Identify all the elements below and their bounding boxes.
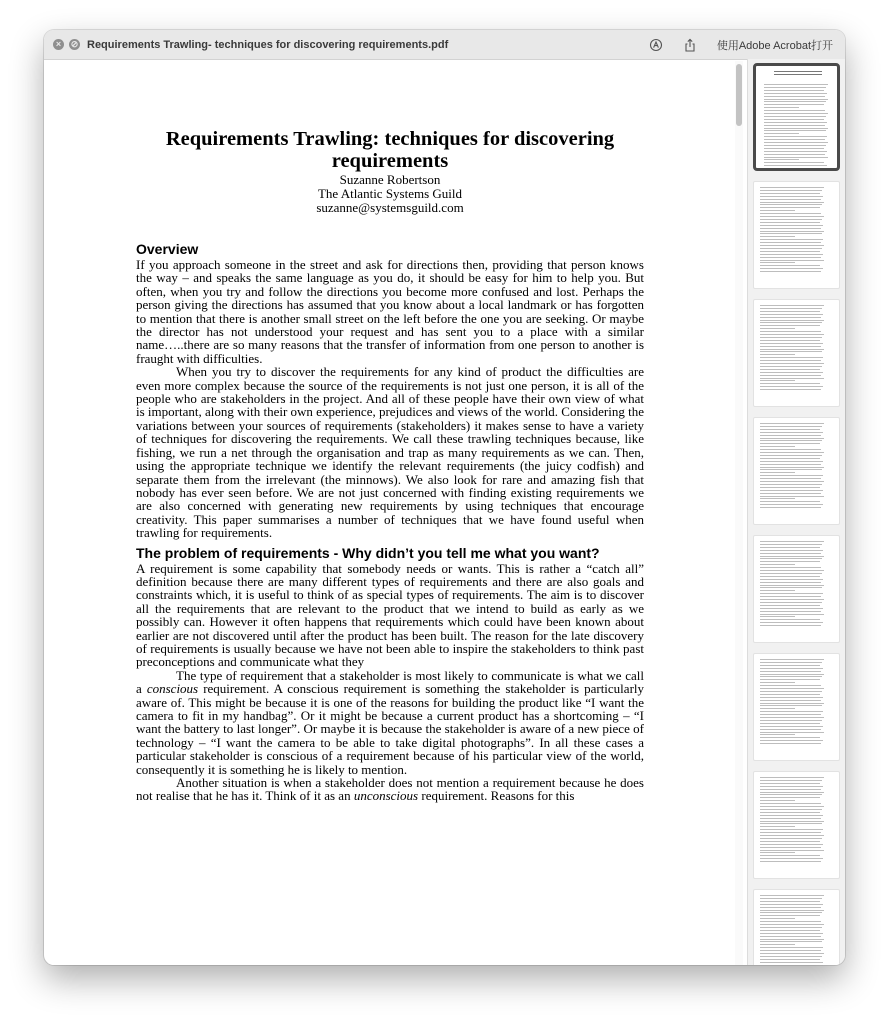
markup-icon[interactable] [649,38,663,52]
paragraph: Another situation is when a stakeholder does not mention a requirement because he does not realise that he has it. Think of it as an unconscious requirement. Reasons for this [136,775,644,804]
page-thumbnail[interactable] [753,181,840,289]
page-thumbnail[interactable] [753,889,840,965]
paragraph: If you approach someone in the street and ask for directions then, providing that person knows the way – and speaks the same language as you do, it should be easy for him to help you. But often, when you try and follow the directions you become more confused and lost. Perhaps the person giving the directions has assumed that you know about a local landmark or has forgotten to mention that there is another small street on the left before the one you are seeking. Or maybe the director has not understood your request and has sent you to a place with a similar name…..there are so many reasons that the transfer of information from one person to another is fraught with difficulties. [136,257,644,366]
section-heading-overview: Overview [136,241,199,257]
paragraph: The type of requirement that a stakeholder is most likely to communicate is what we call a conscious requirement. A conscious requirement is something the stakeholder is particularly aware of. This might be because it is one of the reasons for building the product like “I want the camera to fit in my handbag”. Or it might be because a current product has a shortcoming – “I want the battery to last longer”. Or maybe it is because the stakeholder is aware of a new piece of technology – “I want the camera to be able to take digital photographs”. In all these cases a particular stakeholder is conscious of a requirement because of his particular view of the world, consequently it is something he is likely to mention. [136,667,645,777]
pdf-page [136,128,644,803]
scrollbar-track[interactable] [735,61,743,965]
page-thumbnail[interactable] [753,299,840,407]
document-title: Requirements Trawling: techniques for discovering requirements [165,128,615,172]
share-icon[interactable] [683,38,697,52]
pdf-viewer-window [44,30,845,965]
open-with-acrobat-button[interactable]: 使用Adobe Acrobat打开 [716,39,833,52]
emphasis-unconscious: unconscious [353,788,419,804]
title-bar-actions [649,30,833,59]
document-view[interactable] [48,61,748,965]
author-email: suzanne@systemsguild.com [316,200,464,215]
page-thumbnail[interactable] [753,63,840,171]
close-icon[interactable]: × [53,39,64,50]
paragraph: A requirement is some capability that somebody needs or wants. This is rather a “catch all” definition because there are many different types of requirements and there are also goals and constraints which, it is useful to think of as special types of requirements. The aim is to discover all the requirements that are relevant to the product that we intend to build as early as we possibly can. However it often happens that requirements which could have been known about earlier are not discovered until after the product has been built. The reason for the late discovery of requirements is usually because we have not been able to inspire the stakeholders to think past preconceptions and communicate what they [136,560,644,670]
scrollbar-thumb[interactable] [736,64,742,126]
author-organization: The Atlantic Systems Guild [317,186,463,201]
thumbnail-sidebar [747,59,845,965]
title-bar [44,30,845,60]
block-icon[interactable]: ⊘ [70,39,79,49]
paragraph: When you try to discover the requirements for any kind of product the difficulties are even more complex because the source of the requirements is not just one person, it is all of the people who are stakeholders in the project. And all of these people have their own view of what is important, along with their own experience, prejudices and views of the world. Considering the variations between your sources of requirements (stakeholders) it makes sense to have a variety of techniques for discovering the requirements. We call these trawling techniques because, like fishing, we run a net through the organisation and trap as many requirements as we can. Then, using the appropriate technique we identify the relevant requirements (the juicy codfish) and separate them from the irrelevant (the minnows). We also look for rare and amazing fish that nobody has ever seen before. We are not just concerned with finding existing requirements we are also concerned with generating new requirements by using techniques that encourage creativity. This paper summarises a number of techniques that we have found useful when trawling for requirements. [136,364,644,541]
author-block [136,173,644,215]
page-thumbnail[interactable] [753,653,840,761]
page-thumbnail[interactable] [753,535,840,643]
window-title: Requirements Trawling- techniques for discovering requirements.pdf [87,38,449,51]
section-heading-problem: The problem of requirements - Why didn’t you tell me what you want? [136,544,600,561]
author-name: Suzanne Robertson [339,172,441,187]
page-thumbnail[interactable] [753,417,840,525]
page-thumbnail[interactable] [753,771,840,879]
emphasis-conscious: conscious [146,681,199,697]
